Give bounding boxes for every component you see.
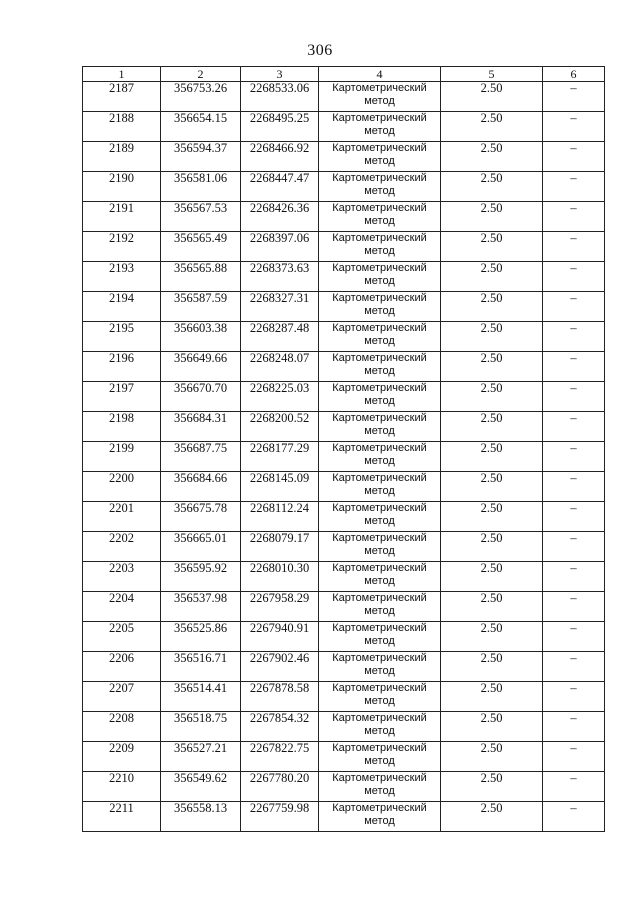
- point-number-cell: 2196: [83, 352, 161, 382]
- table-row: [83, 502, 605, 532]
- point-number-cell: 2205: [83, 622, 161, 652]
- coord-x-cell: 356537.98: [161, 592, 241, 622]
- table-row: [83, 382, 605, 412]
- coord-x-cell: 356684.66: [161, 472, 241, 502]
- method-cell: Картометрический метод: [319, 262, 441, 292]
- coord-x-cell: 356558.13: [161, 802, 241, 832]
- coord-y-cell: 2267878.58: [241, 682, 319, 712]
- coord-x-cell: 356514.41: [161, 682, 241, 712]
- error-cell: 2.50: [441, 652, 543, 682]
- point-number-cell: 2200: [83, 472, 161, 502]
- note-cell: –: [543, 262, 605, 292]
- method-cell: Картометрический метод: [319, 502, 441, 532]
- table-row: [83, 322, 605, 352]
- coord-x-cell: 356587.59: [161, 292, 241, 322]
- point-number-cell: 2187: [83, 82, 161, 112]
- method-cell: Картометрический метод: [319, 742, 441, 772]
- coord-x-cell: 356567.53: [161, 202, 241, 232]
- coord-x-cell: 356565.49: [161, 232, 241, 262]
- method-cell: Картометрический метод: [319, 562, 441, 592]
- coord-y-cell: 2268287.48: [241, 322, 319, 352]
- table-header-row: [83, 67, 605, 82]
- table-row: [83, 592, 605, 622]
- point-number-cell: 2208: [83, 712, 161, 742]
- note-cell: –: [543, 592, 605, 622]
- point-number-cell: 2193: [83, 262, 161, 292]
- point-number-cell: 2191: [83, 202, 161, 232]
- coord-y-cell: 2267958.29: [241, 592, 319, 622]
- coord-y-cell: 2268495.25: [241, 112, 319, 142]
- error-cell: 2.50: [441, 352, 543, 382]
- error-cell: 2.50: [441, 112, 543, 142]
- note-cell: –: [543, 682, 605, 712]
- note-cell: –: [543, 802, 605, 832]
- error-cell: 2.50: [441, 82, 543, 112]
- coord-y-cell: 2268426.36: [241, 202, 319, 232]
- coord-x-cell: 356594.37: [161, 142, 241, 172]
- method-cell: Картометрический метод: [319, 652, 441, 682]
- method-cell: Картометрический метод: [319, 82, 441, 112]
- point-number-cell: 2202: [83, 532, 161, 562]
- error-cell: 2.50: [441, 742, 543, 772]
- point-number-cell: 2207: [83, 682, 161, 712]
- coord-x-cell: 356665.01: [161, 532, 241, 562]
- point-number-cell: 2194: [83, 292, 161, 322]
- note-cell: –: [543, 502, 605, 532]
- coord-x-cell: 356675.78: [161, 502, 241, 532]
- coord-y-cell: 2268225.03: [241, 382, 319, 412]
- coord-y-cell: 2268200.52: [241, 412, 319, 442]
- error-cell: 2.50: [441, 472, 543, 502]
- table-row: [83, 412, 605, 442]
- coord-x-cell: 356654.15: [161, 112, 241, 142]
- note-cell: –: [543, 202, 605, 232]
- coord-y-cell: 2267854.32: [241, 712, 319, 742]
- header-col-2: 2: [161, 67, 241, 82]
- coord-y-cell: 2268447.47: [241, 172, 319, 202]
- coord-y-cell: 2268327.31: [241, 292, 319, 322]
- page-number: 306: [307, 42, 333, 59]
- point-number-cell: 2206: [83, 652, 161, 682]
- note-cell: –: [543, 622, 605, 652]
- method-cell: Картометрический метод: [319, 202, 441, 232]
- error-cell: 2.50: [441, 622, 543, 652]
- method-cell: Картометрический метод: [319, 112, 441, 142]
- note-cell: –: [543, 442, 605, 472]
- note-cell: –: [543, 142, 605, 172]
- coord-x-cell: 356649.66: [161, 352, 241, 382]
- header-col-6: 6: [543, 67, 605, 82]
- table-row: [83, 262, 605, 292]
- coord-y-cell: 2268533.06: [241, 82, 319, 112]
- method-cell: Картометрический метод: [319, 412, 441, 442]
- method-cell: Картометрический метод: [319, 532, 441, 562]
- table-row: [83, 292, 605, 322]
- coord-x-cell: 356518.75: [161, 712, 241, 742]
- table-row: [83, 532, 605, 562]
- table-row: [83, 772, 605, 802]
- coord-y-cell: 2268466.92: [241, 142, 319, 172]
- method-cell: Картометрический метод: [319, 712, 441, 742]
- error-cell: 2.50: [441, 442, 543, 472]
- point-number-cell: 2195: [83, 322, 161, 352]
- point-number-cell: 2210: [83, 772, 161, 802]
- table-row: [83, 712, 605, 742]
- header-col-3: 3: [241, 67, 319, 82]
- point-number-cell: 2204: [83, 592, 161, 622]
- coord-x-cell: 356595.92: [161, 562, 241, 592]
- note-cell: –: [543, 412, 605, 442]
- method-cell: Картометрический метод: [319, 442, 441, 472]
- error-cell: 2.50: [441, 772, 543, 802]
- coord-x-cell: 356603.38: [161, 322, 241, 352]
- table-row: [83, 232, 605, 262]
- note-cell: –: [543, 232, 605, 262]
- table-row: [83, 142, 605, 172]
- table-row: [83, 682, 605, 712]
- error-cell: 2.50: [441, 172, 543, 202]
- header-col-4: 4: [319, 67, 441, 82]
- error-cell: 2.50: [441, 292, 543, 322]
- point-number-cell: 2198: [83, 412, 161, 442]
- table-row: [83, 622, 605, 652]
- table-body: [83, 82, 605, 832]
- note-cell: –: [543, 712, 605, 742]
- note-cell: –: [543, 82, 605, 112]
- note-cell: –: [543, 382, 605, 412]
- coord-x-cell: 356525.86: [161, 622, 241, 652]
- error-cell: 2.50: [441, 382, 543, 412]
- error-cell: 2.50: [441, 412, 543, 442]
- coord-y-cell: 2267822.75: [241, 742, 319, 772]
- table-row: [83, 742, 605, 772]
- method-cell: Картометрический метод: [319, 592, 441, 622]
- coord-y-cell: 2268112.24: [241, 502, 319, 532]
- table-row: [83, 352, 605, 382]
- note-cell: –: [543, 562, 605, 592]
- error-cell: 2.50: [441, 802, 543, 832]
- coord-y-cell: 2268010.30: [241, 562, 319, 592]
- coordinates-table: [82, 66, 605, 832]
- method-cell: Картометрический метод: [319, 172, 441, 202]
- coord-y-cell: 2267780.20: [241, 772, 319, 802]
- note-cell: –: [543, 772, 605, 802]
- point-number-cell: 2203: [83, 562, 161, 592]
- coord-y-cell: 2267940.91: [241, 622, 319, 652]
- coord-x-cell: 356565.88: [161, 262, 241, 292]
- coord-x-cell: 356527.21: [161, 742, 241, 772]
- table-row: [83, 202, 605, 232]
- note-cell: –: [543, 292, 605, 322]
- note-cell: –: [543, 652, 605, 682]
- coord-x-cell: 356684.31: [161, 412, 241, 442]
- table-row: [83, 172, 605, 202]
- table-row: [83, 562, 605, 592]
- point-number-cell: 2211: [83, 802, 161, 832]
- note-cell: –: [543, 112, 605, 142]
- method-cell: Картометрический метод: [319, 352, 441, 382]
- table-row: [83, 802, 605, 832]
- coord-y-cell: 2267759.98: [241, 802, 319, 832]
- method-cell: Картометрический метод: [319, 682, 441, 712]
- method-cell: Картометрический метод: [319, 322, 441, 352]
- note-cell: –: [543, 472, 605, 502]
- point-number-cell: 2188: [83, 112, 161, 142]
- header-col-5: 5: [441, 67, 543, 82]
- error-cell: 2.50: [441, 262, 543, 292]
- coord-x-cell: 356549.62: [161, 772, 241, 802]
- error-cell: 2.50: [441, 202, 543, 232]
- method-cell: Картометрический метод: [319, 292, 441, 322]
- table-row: [83, 82, 605, 112]
- note-cell: –: [543, 352, 605, 382]
- error-cell: 2.50: [441, 502, 543, 532]
- point-number-cell: 2190: [83, 172, 161, 202]
- note-cell: –: [543, 742, 605, 772]
- note-cell: –: [543, 532, 605, 562]
- point-number-cell: 2209: [83, 742, 161, 772]
- note-cell: –: [543, 172, 605, 202]
- coord-y-cell: 2268248.07: [241, 352, 319, 382]
- error-cell: 2.50: [441, 322, 543, 352]
- point-number-cell: 2201: [83, 502, 161, 532]
- coord-y-cell: 2268397.06: [241, 232, 319, 262]
- method-cell: Картометрический метод: [319, 472, 441, 502]
- coord-x-cell: 356670.70: [161, 382, 241, 412]
- point-number-cell: 2192: [83, 232, 161, 262]
- error-cell: 2.50: [441, 562, 543, 592]
- method-cell: Картометрический метод: [319, 232, 441, 262]
- header-col-1: 1: [83, 67, 161, 82]
- note-cell: –: [543, 322, 605, 352]
- coord-y-cell: 2267902.46: [241, 652, 319, 682]
- error-cell: 2.50: [441, 682, 543, 712]
- table-header: [83, 67, 605, 82]
- method-cell: Картометрический метод: [319, 772, 441, 802]
- point-number-cell: 2199: [83, 442, 161, 472]
- coord-x-cell: 356516.71: [161, 652, 241, 682]
- error-cell: 2.50: [441, 592, 543, 622]
- error-cell: 2.50: [441, 532, 543, 562]
- coord-x-cell: 356753.26: [161, 82, 241, 112]
- method-cell: Картометрический метод: [319, 382, 441, 412]
- coord-x-cell: 356581.06: [161, 172, 241, 202]
- table-row: [83, 652, 605, 682]
- method-cell: Картометрический метод: [319, 142, 441, 172]
- table-row: [83, 442, 605, 472]
- table-row: [83, 112, 605, 142]
- method-cell: Картометрический метод: [319, 622, 441, 652]
- coord-y-cell: 2268079.17: [241, 532, 319, 562]
- point-number-cell: 2197: [83, 382, 161, 412]
- coord-y-cell: 2268145.09: [241, 472, 319, 502]
- table-row: [83, 472, 605, 502]
- coord-y-cell: 2268373.63: [241, 262, 319, 292]
- method-cell: Картометрический метод: [319, 802, 441, 832]
- coord-y-cell: 2268177.29: [241, 442, 319, 472]
- coord-x-cell: 356687.75: [161, 442, 241, 472]
- error-cell: 2.50: [441, 142, 543, 172]
- point-number-cell: 2189: [83, 142, 161, 172]
- error-cell: 2.50: [441, 712, 543, 742]
- error-cell: 2.50: [441, 232, 543, 262]
